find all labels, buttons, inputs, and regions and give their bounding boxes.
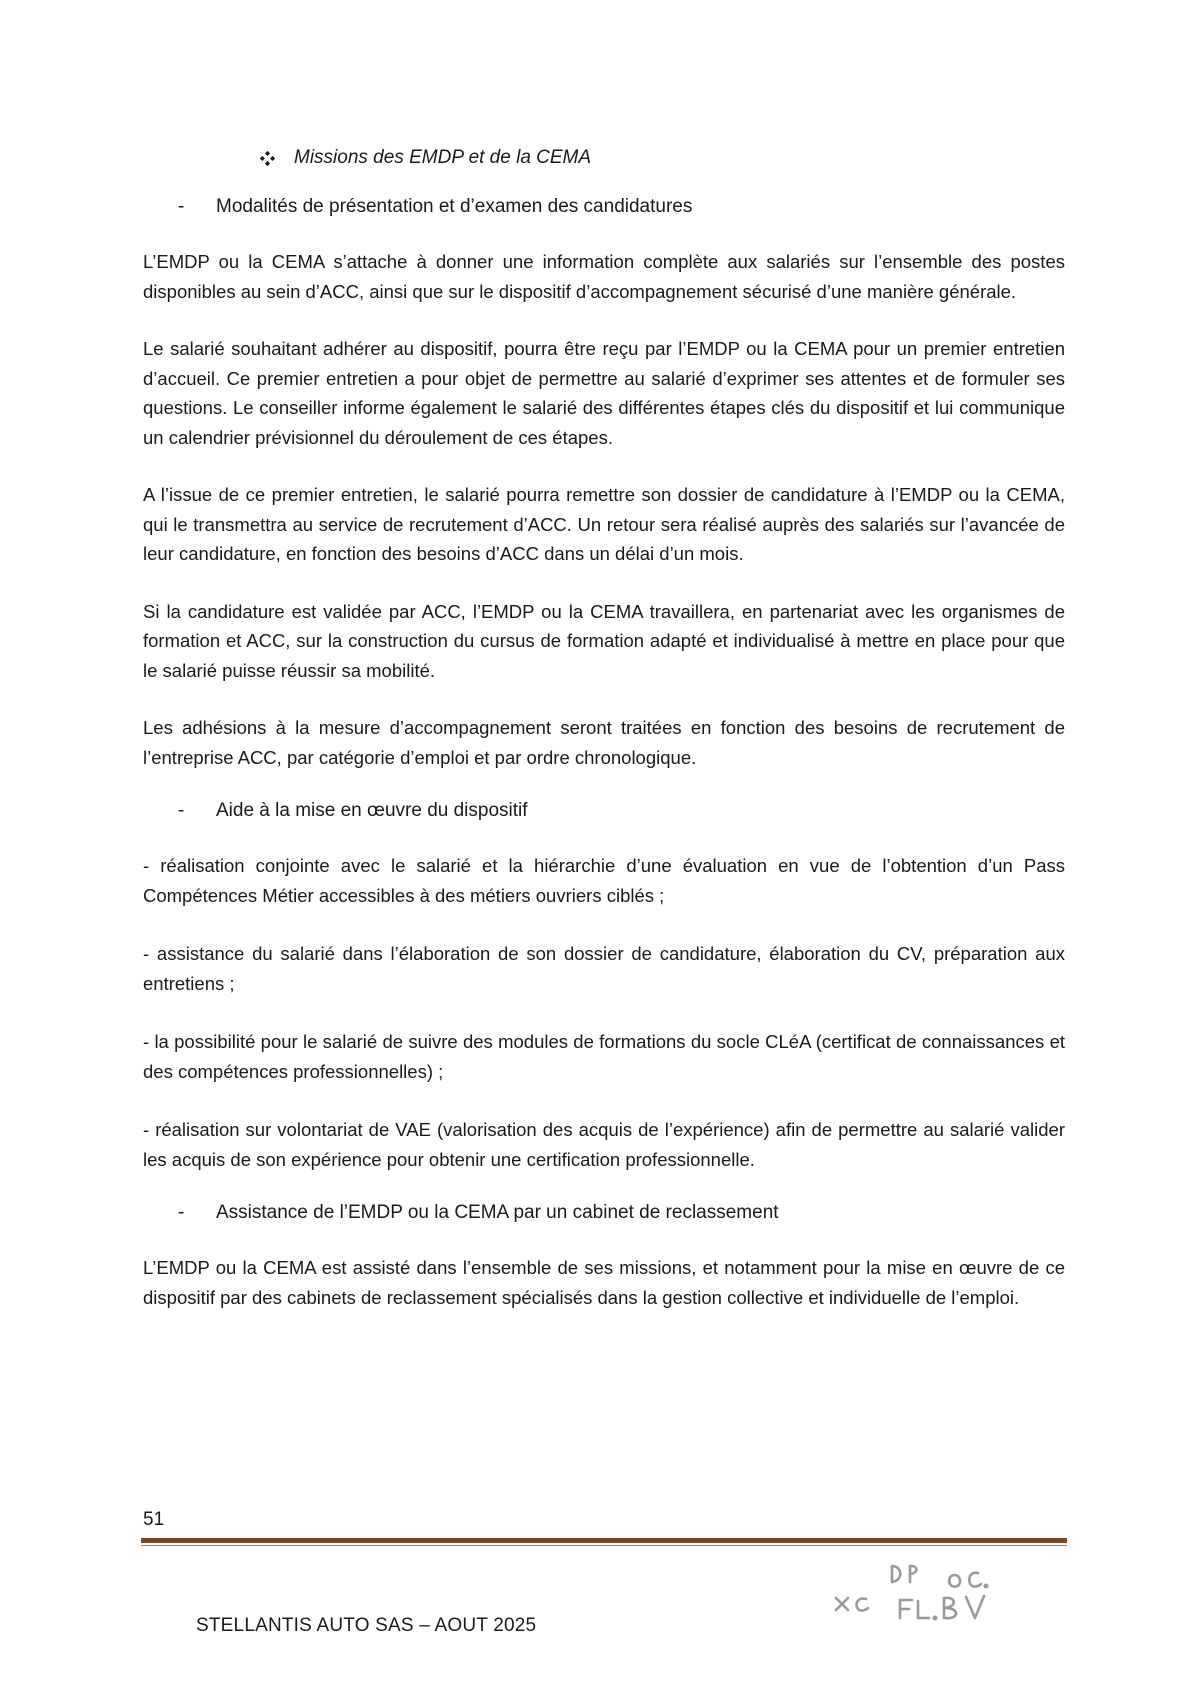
paragraph: Les adhésions à la mesure d’accompagnement seront traitées en fonction des besoins de recrutement de l’entreprise ACC, par catégorie d’emploi et par ordre chronologique.: [143, 717, 1065, 768]
paragraph: - réalisation conjointe avec le salarié et la hiérarchie d’une évaluation en vue de l’obtention d’un Pass Compétences Métier accessibles à des métiers ouvriers ciblés ;: [143, 855, 1065, 906]
paragraph: L’EMDP ou la CEMA s’attache à donner une information complète aux salariés sur l’ensemble des postes disponibles au sein d’ACC, ainsi que sur le dispositif d’accompagnement sécurisé d’une manière générale.: [143, 251, 1065, 302]
mission-title-text: Missions des EMDP et de la CEMA: [294, 147, 592, 168]
section-heading-text: Aide à la mise en œuvre du dispositif: [216, 800, 528, 821]
footer-rule: [141, 1538, 1067, 1543]
footer-company-date: STELLANTIS AUTO SAS – AOUT 2025: [196, 1615, 537, 1636]
page-number: 51: [143, 1509, 165, 1530]
paragraph: - réalisation sur volontariat de VAE (valorisation des acquis de l’expérience) afin de permettre au salarié valider les acquis de son expérience pour obtenir une certification professionnelle.: [143, 1119, 1065, 1170]
mission-title: [259, 138, 1065, 178]
handwritten-initials: [826, 1552, 1016, 1630]
paragraph: Le salarié souhaitant adhérer au dispositif, pourra être reçu par l’EMDP ou la CEMA pour un premier entretien d’accueil. Ce premier entretien a pour objet de permettre au salarié d’exprimer ses attentes et de formuler ses questions. Le conseiller informe également le salarié des différentes étapes clés du dispositif et lui communique un calendrier prévisionnel du déroulement de ces étapes.: [143, 338, 1065, 448]
section-heading-candidatures: [178, 192, 1065, 222]
section-heading-text: Modalités de présentation et d’examen des candidatures: [216, 196, 693, 217]
heading-dash: -: [178, 196, 185, 217]
section-heading-assistance: [178, 1198, 1065, 1228]
paragraph: L’EMDP ou la CEMA est assisté dans l’ensemble de ses missions, et notamment pour la mise en œuvre de ce dispositif par des cabinets de reclassement spécialisés dans la gestion collective et individuelle de l’emploi.: [143, 1257, 1065, 1308]
section-heading-aide: [178, 796, 1065, 826]
section-heading-text: Assistance de l’EMDP ou la CEMA par un cabinet de reclassement: [216, 1202, 779, 1223]
heading-dash: -: [178, 1202, 185, 1223]
diamond-bullet-icon: [259, 150, 276, 167]
paragraph: Si la candidature est validée par ACC, l’EMDP ou la CEMA travaillera, en partenariat avec les organismes de formation et ACC, sur la construction du cursus de formation adapté et individualisé à mettre en place pour que le salarié puisse réussir sa mobilité.: [143, 600, 1065, 681]
paragraph: - assistance du salarié dans l’élaboration de son dossier de candidature, élaboration du CV, préparation aux entretiens ;: [143, 943, 1065, 994]
heading-dash: -: [178, 800, 185, 821]
footer-rule-thin: [141, 1545, 1067, 1546]
page-content: [143, 138, 1065, 1312]
paragraph: - la possibilité pour le salarié de suivre des modules de formations du socle CLéA (certificat de connaissances et des compétences professionnelles) ;: [143, 1031, 1065, 1082]
paragraph: A l’issue de ce premier entretien, le salarié pourra remettre son dossier de candidature à l’EMDP ou la CEMA, qui le transmettra au service de recrutement d’ACC. Un retour sera réalisé auprès des salariés sur l’avancée de leur candidature, en fonction des besoins d’ACC dans un délai d’un mois.: [143, 484, 1065, 564]
